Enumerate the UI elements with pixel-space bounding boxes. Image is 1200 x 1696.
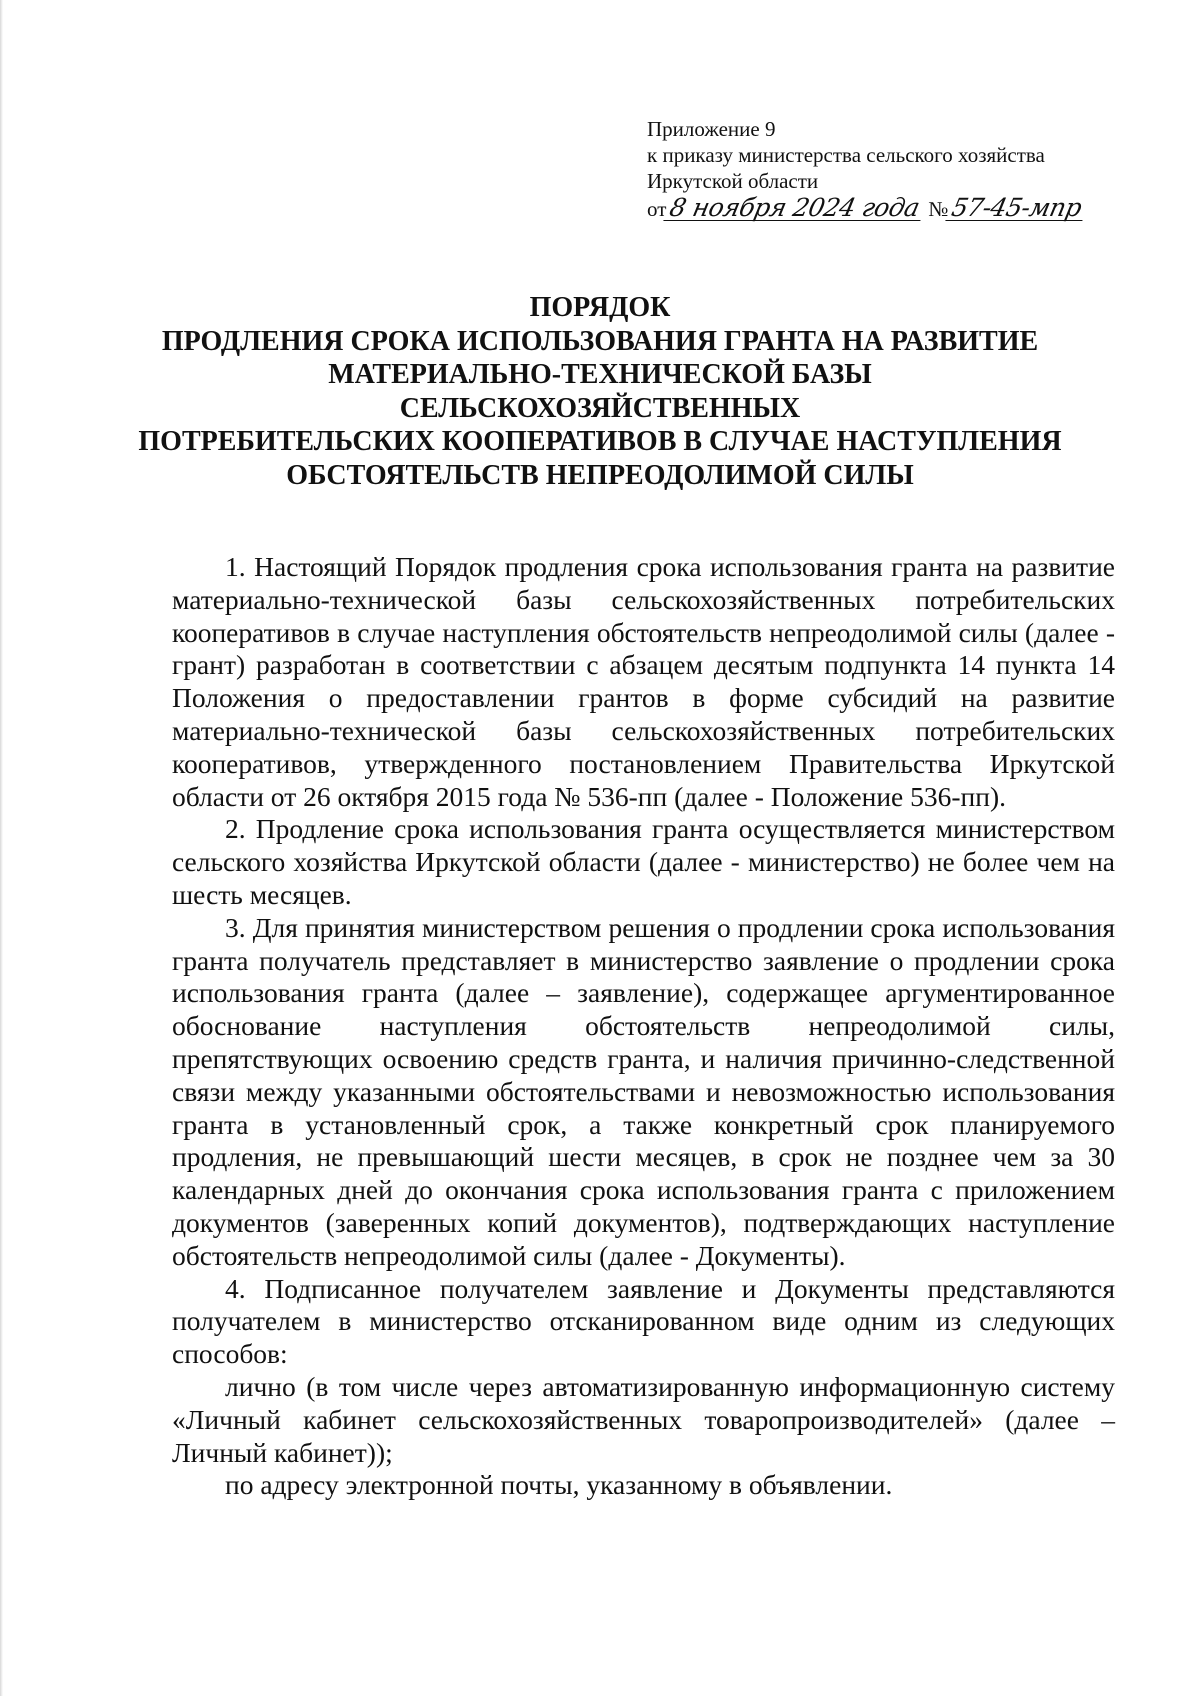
paragraph-2: 2. Продление срока использования гранта осуществляется министерством сельского хозяйства Иркутской области (далее - министерство) не более чем на шесть месяцев. [172,813,1115,910]
attachment-date-row [647,193,1167,222]
paragraph-4: 4. Подписанное получателем заявление и Документы представляются получателем в министерство отсканированном виде одним из следующих способов: [172,1272,1115,1370]
attachment-header [647,116,1167,222]
paragraph-3: 3. Для принятия министерством решения о продлении срока использования гранта получатель представляет в министерство заявление о продлении срока использования гранта (далее – заявление), содержащее аргументированное обоснование наступления обстоятельств непреодолимой силы, препятствующих освоению средств гранта, и наличия причинно-следственной связи между указанными обстоятельствами и невозможностью использования гранта в установленный срок, а также конкретный срок планируемого продления, не превышающий шести месяцев, в срок не позднее чем за 30 календарных дней до окончания срока использования гранта с приложением документов (заверенных копий документов), подтверждающих наступление обстоятельств непреодолимой силы (далее - Документы). [172,911,1115,1271]
date-prefix: от [647,197,667,221]
paragraph-4-option-2: по адресу электронной почты, указанному в объявлении. [225,1469,893,1501]
scan-edge [0,0,3,1696]
number-prefix: № [928,197,949,221]
title-line: ПОТРЕБИТЕЛЬСКИХ КООПЕРАТИВОВ В СЛУЧАЕ НАСТУПЛЕНИЯ [138,426,1062,457]
document-body [172,551,1115,1502]
paragraph-4-option-1: лично (в том числе через автоматизированную информационную систему «Личный кабинет сельскохозяйственных товаропроизводителей» (далее – Личный кабинет)); [172,1370,1115,1468]
title-line: МАТЕРИАЛЬНО-ТЕХНИЧЕСКОЙ БАЗЫ [328,359,872,390]
title-line: ОБСТОЯТЕЛЬСТВ НЕПРЕОДОЛИМОЙ СИЛЫ [286,459,914,491]
attachment-title: Приложение 9 [647,117,776,141]
handwritten-date: 8 ноября 2024 года [664,196,926,221]
paragraph-1: 1. Настоящий Порядок продления срока использования гранта на развитие материально-технической базы сельскохозяйственных потребительских кооперативов в случае наступления обстоятельств непреодолимой силы (далее - грант) разработан в соответствии с абзацем десятым подпункта 14 пункта 14 Положения о предоставлении грантов в форме субсидий на развитие материально-технической базы сельскохозяйственных потребительских кооперативов, утвержденного постановлением Правительства Иркутской области от 26 октября 2015 года № 536-пп (далее - Положение 536-пп). [172,551,1115,812]
attachment-region: Иркутской области [647,169,819,193]
title-line: ПРОДЛЕНИЯ СРОКА ИСПОЛЬЗОВАНИЯ ГРАНТА НА РАЗВИТИЕ [161,325,1039,357]
attachment-order-ref: к приказу министерства сельского хозяйства [647,143,1045,167]
document-title [130,291,1070,492]
title-line: ПОРЯДОК [529,292,671,323]
title-line: СЕЛЬСКОХОЗЯЙСТВЕННЫХ [399,392,801,424]
handwritten-number: 57-45-мпр [946,196,1088,221]
